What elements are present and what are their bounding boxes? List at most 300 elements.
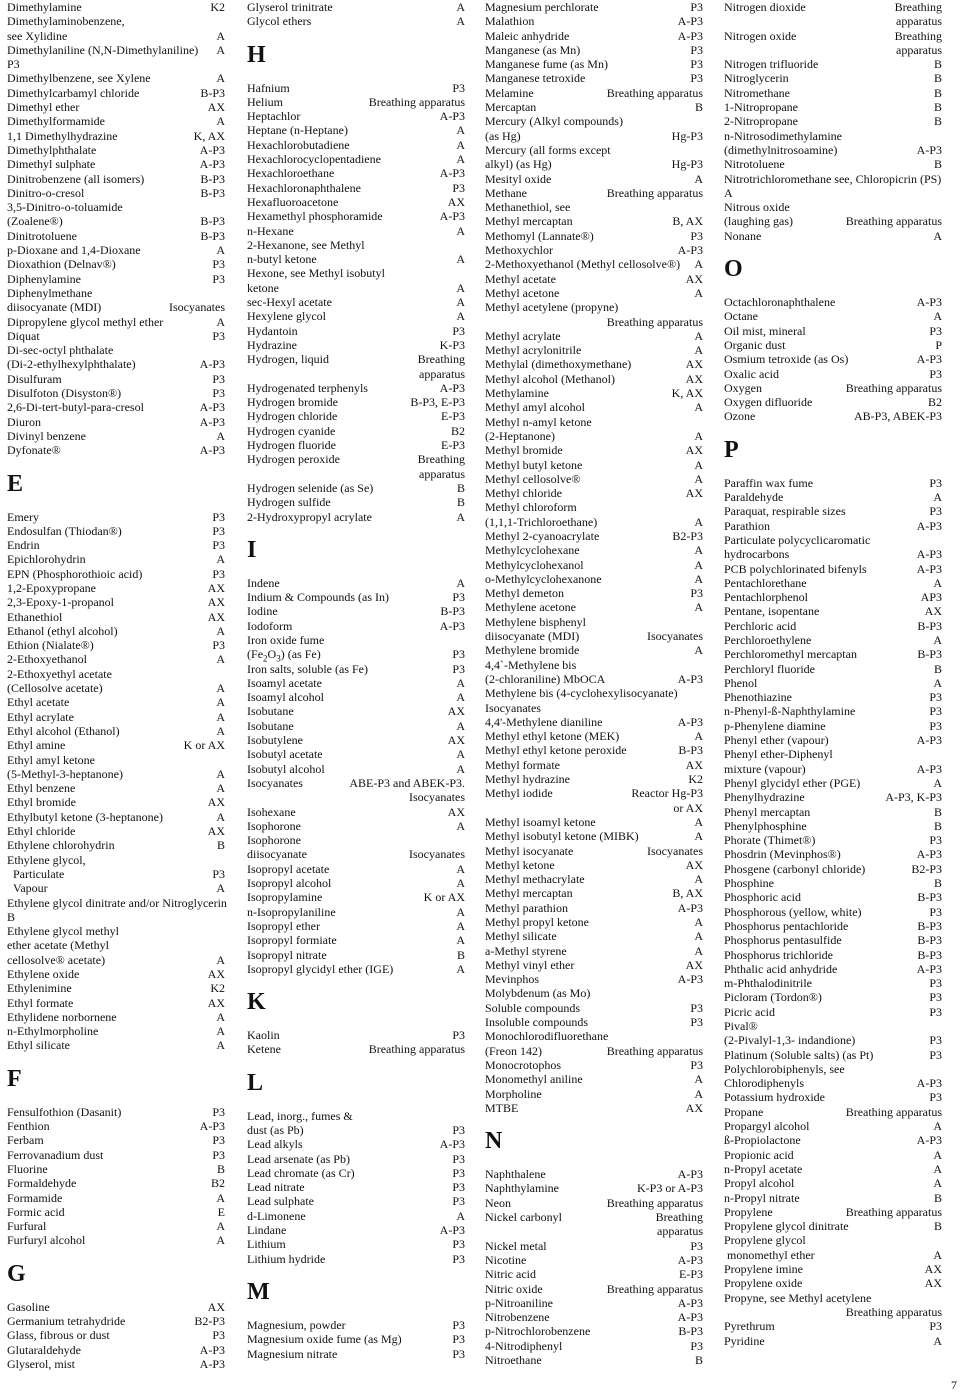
- filter-type: AX: [924, 1276, 942, 1291]
- substance-name: Insoluble compounds: [485, 1015, 588, 1030]
- substance-name: 2-Hexanone, see Methyl: [247, 237, 365, 252]
- filter-type: A: [694, 428, 703, 443]
- substance-name: Germanium tetrahydride: [7, 1314, 126, 1329]
- list-item: [247, 238, 465, 252]
- list-item: [724, 1162, 942, 1176]
- list-item: [485, 886, 703, 900]
- list-item: [7, 996, 225, 1010]
- substance-name: $(Fe_2O_3)$ (as Fe): [247, 647, 321, 664]
- list-item: [724, 352, 942, 366]
- filter-type: P3: [690, 228, 703, 243]
- substance-name: Particulate polycyclicaromatic: [724, 532, 871, 547]
- substance-name: Methyl methacrylate: [485, 872, 585, 887]
- filter-type: B-P3: [440, 604, 465, 619]
- substance-name: Hexylene glycol: [247, 309, 326, 324]
- list-item: [7, 896, 225, 910]
- list-item: [485, 1101, 703, 1115]
- list-item: [724, 805, 942, 819]
- filter-type: B-P3: [200, 171, 225, 186]
- filter-type: P3: [690, 1057, 703, 1072]
- filter-type: K2: [688, 772, 703, 787]
- substance-name: Phenyl mercaptan: [724, 804, 811, 819]
- list-item: [724, 990, 942, 1004]
- filter-type: P3: [212, 257, 225, 272]
- list-item: [7, 1343, 225, 1357]
- list-item: [7, 853, 225, 867]
- filter-type: A-P3: [916, 295, 942, 310]
- list-item: [247, 619, 465, 633]
- list-item: [724, 214, 942, 228]
- filter-type: P3: [452, 1194, 465, 1209]
- substance-name: Magnesium nitrate: [247, 1346, 338, 1361]
- substance-name: Lead nitrate: [247, 1180, 305, 1195]
- column-3: [485, 0, 703, 1367]
- list-item: [485, 100, 703, 114]
- substance-name: Helium: [247, 94, 283, 109]
- substance-name: Phenylphosphine: [724, 818, 807, 833]
- substance-name: Phorate (Thimet®): [724, 833, 816, 848]
- list-item: [7, 172, 225, 186]
- filter-type: A: [456, 861, 465, 876]
- filter-type: B: [933, 1219, 942, 1234]
- filter-type: Hg-P3: [671, 157, 703, 172]
- filter-type: A: [694, 729, 703, 744]
- substance-name: Ethylbutyl ketone (3-heptanone): [7, 809, 163, 824]
- substance-name: n-butyl ketone: [247, 252, 317, 267]
- filter-type: A: [216, 42, 225, 57]
- filter-type: B-P3: [200, 185, 225, 200]
- list-item: [724, 1176, 942, 1190]
- list-item: [247, 1109, 465, 1123]
- filter-type: A-P3: [916, 142, 942, 157]
- filter-type: AX: [207, 595, 225, 610]
- list-item: [724, 562, 942, 576]
- filter-type: B: [933, 157, 942, 172]
- filter-type: A-P3: [677, 972, 703, 987]
- list-item: [724, 1334, 942, 1348]
- list-item: [7, 343, 225, 357]
- filter-type: A: [933, 1161, 942, 1176]
- substance-name: Oxygen difluoride: [724, 395, 813, 410]
- substance-name: Propylene glycol: [724, 1233, 806, 1248]
- substance-name: Vapour: [7, 881, 48, 896]
- list-item: [485, 529, 703, 543]
- filter-type: A: [216, 809, 225, 824]
- list-item: [485, 786, 703, 800]
- filter-type: A-P3: [677, 1252, 703, 1267]
- list-item: [724, 309, 942, 323]
- filter-type: A: [456, 295, 465, 310]
- list-item: [7, 1105, 225, 1119]
- filter-type: B2-P3: [911, 861, 942, 876]
- list-item: [7, 810, 225, 824]
- filter-type: E-P3: [679, 1267, 703, 1282]
- substance-name: Hexachloronaphthalene: [247, 180, 361, 195]
- list-item: [485, 743, 703, 757]
- substance-name: Ethyl bromide: [7, 795, 76, 810]
- filter-type: P3: [212, 1147, 225, 1162]
- list-item: [7, 581, 225, 595]
- list-item: [7, 286, 225, 300]
- list-item: [247, 905, 465, 919]
- list-item: [247, 819, 465, 833]
- substance-name: Endrin: [7, 538, 40, 553]
- substance-name: Methane: [485, 185, 527, 200]
- substance-name: Lithium: [247, 1237, 286, 1252]
- filter-type: A-P3: [677, 714, 703, 729]
- list-item: [7, 638, 225, 652]
- filter-type: P3: [212, 1328, 225, 1343]
- filter-type: K2: [210, 0, 225, 14]
- filter-type: Breathing apparatus: [606, 1281, 703, 1296]
- substance-name: Isopropyl acetate: [247, 861, 330, 876]
- list-item: [724, 876, 942, 890]
- substance-name: Methyl acetate: [485, 271, 556, 286]
- list-item: [247, 690, 465, 704]
- entry-continuation: apparatus: [419, 466, 465, 481]
- filter-type: Isocyanates: [409, 847, 465, 862]
- list-item: [724, 1048, 942, 1062]
- list-item: [247, 1332, 465, 1346]
- filter-type: A-P3: [439, 1137, 465, 1152]
- substance-name: Nitrobenzene: [485, 1310, 550, 1325]
- list-item: [724, 747, 942, 761]
- substance-name: Perchloryl fluoride: [724, 661, 815, 676]
- filter-type: A-P3: [439, 380, 465, 395]
- filter-type: A: [694, 571, 703, 586]
- filter-type: AX: [924, 604, 942, 619]
- list-item: [485, 672, 703, 686]
- substance-name: Methyl iodide: [485, 786, 553, 801]
- substance-name: Methyl butyl ketone: [485, 457, 583, 472]
- filter-type: P3: [929, 1047, 942, 1062]
- substance-name: Methyl silicate: [485, 929, 557, 944]
- entry-continuation: A: [724, 185, 733, 200]
- list-item: [247, 14, 465, 28]
- substance-name: Nickel carbonyl: [485, 1210, 562, 1225]
- substance-name: Perchloromethyl mercaptan: [724, 647, 857, 662]
- filter-type: A: [456, 690, 465, 705]
- filter-type: A-P3: [677, 900, 703, 915]
- list-item: [724, 647, 942, 661]
- filter-type: A-P3: [916, 1133, 942, 1148]
- filter-type: A: [694, 257, 703, 272]
- filter-type: P3: [690, 71, 703, 86]
- list-item: [485, 572, 703, 586]
- list-item: [247, 252, 465, 266]
- section-letter: H: [247, 41, 266, 68]
- filter-type: AX: [685, 271, 703, 286]
- list-item: [247, 847, 465, 861]
- substance-name: Dinitrobenzene (all isomers): [7, 171, 145, 186]
- list-item: [7, 1133, 225, 1147]
- filter-type: AX: [447, 704, 465, 719]
- substance-name: Ethyl acetate: [7, 695, 70, 710]
- list-item: [485, 1029, 703, 1043]
- list-item: [247, 676, 465, 690]
- substance-name: 2-Methoxyethanol (Methyl cellosolve®): [485, 257, 681, 272]
- filter-type: A: [216, 1190, 225, 1205]
- substance-name: Organic dust: [724, 337, 786, 352]
- substance-name: Methyl alcohol (Methanol): [485, 371, 615, 386]
- substance-name: 2-Hydroxypropyl acrylate: [247, 509, 372, 524]
- filter-type: P3: [452, 1317, 465, 1332]
- substance-name: Hydrogen selenide (as Se): [247, 480, 374, 495]
- substance-name: Chlorodiphenyls: [724, 1076, 804, 1091]
- list-item: [7, 681, 225, 695]
- list-item: [247, 295, 465, 309]
- list-item: [7, 1010, 225, 1024]
- list-item: [724, 143, 942, 157]
- list-item: [485, 1072, 703, 1086]
- substance-name: Isopropyl ether: [247, 918, 320, 933]
- substance-name: Hexafluoroacetone: [247, 194, 339, 209]
- substance-name: Isophorone: [247, 833, 301, 848]
- filter-type: A-P3: [439, 166, 465, 181]
- substance-name: Ethyl formate: [7, 995, 74, 1010]
- list-item: [724, 1291, 942, 1305]
- list-item: [724, 381, 942, 395]
- substance-name: Methylene bis (4-cyclohexylisocyanate): [485, 686, 678, 701]
- substance-name: Methyl acetone: [485, 285, 560, 300]
- substance-name: Nitrous oxide: [724, 200, 790, 215]
- list-item: [247, 662, 465, 676]
- list-item: [724, 200, 942, 214]
- list-item: [724, 1090, 942, 1104]
- list-item: [724, 662, 942, 676]
- substance-name: Dimethyl sulphate: [7, 157, 96, 172]
- filter-type: A: [216, 552, 225, 567]
- filter-type: B-P3: [917, 947, 942, 962]
- column-4: [724, 0, 942, 1348]
- filter-type: A: [456, 904, 465, 919]
- list-item: [247, 1194, 465, 1208]
- list-item: [7, 1024, 225, 1038]
- list-item: [485, 958, 703, 972]
- filter-type: B-P3: [917, 647, 942, 662]
- list-item: [724, 1033, 942, 1047]
- substance-name: Nitrotoluene: [724, 157, 785, 172]
- substance-name: Glyserol, mist: [7, 1356, 75, 1371]
- filter-type: Breathing apparatus: [368, 94, 465, 109]
- filter-type: AX: [447, 804, 465, 819]
- substance-name: Mesityl oxide: [485, 171, 552, 186]
- filter-type: P3: [452, 1165, 465, 1180]
- list-item: [247, 704, 465, 718]
- substance-name: n-Hexane: [247, 223, 294, 238]
- substance-name: Methyl isobutyl ketone (MIBK): [485, 829, 639, 844]
- substance-name: Isopropyl alcohol: [247, 876, 332, 891]
- substance-name: Isopropyl glycidyl ether (IGE): [247, 961, 394, 976]
- substance-name: Isocyanates: [247, 775, 303, 790]
- substance-name: Picric acid: [724, 1004, 775, 1019]
- substance-name: Fensulfothion (Dasanit): [7, 1104, 122, 1119]
- filter-type: P3: [929, 504, 942, 519]
- substance-name: Molybdenum (as Mo): [485, 986, 591, 1001]
- substance-name: Dimethylaniline (N,N-Dimethylaniline): [7, 42, 199, 57]
- list-item: [7, 824, 225, 838]
- list-item: [7, 1328, 225, 1342]
- substance-name: Manganese fume (as Mn): [485, 57, 608, 72]
- list-item: [7, 71, 225, 85]
- list-item: [7, 129, 225, 143]
- filter-type: B: [933, 661, 942, 676]
- list-item: [7, 724, 225, 738]
- substance-name: Ethylene chlorohydrin: [7, 838, 115, 853]
- column-2: [247, 0, 465, 1361]
- filter-type: Breathing: [417, 352, 465, 367]
- substance-name: Nitrogen oxide: [724, 28, 797, 43]
- substance-name: Ethyl silicate: [7, 1038, 70, 1053]
- list-item: [247, 195, 465, 209]
- filter-type: Breathing apparatus: [845, 1104, 942, 1119]
- filter-type: A: [694, 600, 703, 615]
- list-item: [724, 86, 942, 100]
- list-item: [485, 300, 703, 314]
- substance-name: Ethion (Nialate®): [7, 638, 94, 653]
- substance-name: Kaolin: [247, 1028, 280, 1043]
- filter-type: AX: [685, 757, 703, 772]
- filter-type: P3: [929, 690, 942, 705]
- list-item: [724, 338, 942, 352]
- substance-name: Methyl 2-cyanoacrylate: [485, 528, 600, 543]
- filter-type: P3: [929, 475, 942, 490]
- filter-type: A: [694, 814, 703, 829]
- list-item: [7, 1314, 225, 1328]
- substance-name: (Cellosolve acetate): [7, 681, 103, 696]
- list-item: [724, 919, 942, 933]
- list-item: [485, 372, 703, 386]
- list-item: [485, 915, 703, 929]
- substance-name: Lead chromate (as Cr): [247, 1165, 355, 1180]
- substance-name: Ethyl benzene: [7, 781, 76, 796]
- list-item: [7, 186, 225, 200]
- list-item: [7, 1205, 225, 1219]
- substance-name: Epichlorohydrin: [7, 552, 86, 567]
- filter-type: A: [694, 557, 703, 572]
- list-item: [247, 1028, 465, 1042]
- list-item: [485, 0, 703, 14]
- substance-name: Naphthalene: [485, 1167, 546, 1182]
- filter-type: A: [933, 490, 942, 505]
- filter-type: A-P3: [199, 400, 225, 415]
- list-item: [485, 486, 703, 500]
- filter-type: B: [933, 876, 942, 891]
- list-item: [485, 129, 703, 143]
- filter-type: A-P3: [199, 357, 225, 372]
- substance-name: Phenylhydrazine: [724, 790, 805, 805]
- filter-type: B: [933, 114, 942, 129]
- substance-name: 2,3-Epoxy-1-propanol: [7, 595, 114, 610]
- entry-continuation: apparatus: [896, 42, 942, 57]
- list-item: [247, 95, 465, 109]
- substance-name: Perchloroethylene: [724, 632, 812, 647]
- filter-type: AX: [924, 1262, 942, 1277]
- list-item: [724, 976, 942, 990]
- filter-type: A: [456, 876, 465, 891]
- list-item: [7, 753, 225, 767]
- filter-type: P3: [452, 1151, 465, 1166]
- list-item: [485, 1196, 703, 1210]
- filter-type: A: [216, 1233, 225, 1248]
- list-item: [724, 733, 942, 747]
- substance-name: sec-Hexyl acetate: [247, 295, 332, 310]
- section-letter: N: [485, 1128, 503, 1155]
- substance-name: cellosolve® acetate): [7, 952, 106, 967]
- filter-type: A: [216, 243, 225, 258]
- list-item: [724, 704, 942, 718]
- filter-type: AX: [207, 967, 225, 981]
- list-item: [247, 424, 465, 438]
- list-item: [724, 890, 942, 904]
- list-item: [485, 214, 703, 228]
- filter-type: A: [933, 1147, 942, 1162]
- substance-name: Hydantoin: [247, 323, 298, 338]
- substance-name: 4,4`-Methylene bis: [485, 657, 577, 672]
- substance-name: Methyl mercaptan: [485, 886, 573, 901]
- filter-type: A: [456, 933, 465, 948]
- list-item: [485, 1353, 703, 1367]
- substance-name: Lead alkyls: [247, 1137, 303, 1152]
- filter-type: B: [694, 100, 703, 115]
- filter-type: E-P3: [441, 438, 465, 453]
- filter-type: A: [456, 747, 465, 762]
- filter-type: P3: [929, 1090, 942, 1105]
- substance-name: Osmium tetroxide (as Os): [724, 352, 849, 367]
- entry-continuation: Isocyanates: [485, 700, 541, 715]
- filter-type: P3: [452, 1346, 465, 1361]
- substance-name: Indium & Compounds (as In): [247, 590, 389, 605]
- list-item: [485, 844, 703, 858]
- list-item: [485, 629, 703, 643]
- filter-type: A: [933, 228, 942, 243]
- filter-type: A-P3: [916, 352, 942, 367]
- list-item: [247, 1252, 465, 1266]
- substance-name: Fenthion: [7, 1119, 50, 1134]
- filter-type: A: [933, 575, 942, 590]
- list-item: [724, 57, 942, 71]
- filter-type: P3: [929, 904, 942, 919]
- substance-name: 2-Ethoxyethyl acetate: [7, 666, 112, 681]
- filter-type: P3: [690, 57, 703, 72]
- filter-type: A: [456, 280, 465, 295]
- filter-type: Isocyanates: [647, 629, 703, 644]
- filter-type: A: [694, 328, 703, 343]
- substance-name: Parathion: [724, 518, 770, 533]
- substance-name: (1,1,1-Trichloroethane): [485, 514, 598, 529]
- filter-type: Breathing apparatus: [606, 85, 703, 100]
- substance-name: Ethylene glycol,: [7, 852, 86, 867]
- substance-name: Lindane: [247, 1223, 287, 1238]
- substance-name: Nitric acid: [485, 1267, 536, 1282]
- filter-type: AX: [685, 371, 703, 386]
- substance-name: Hexamethyl phosphoramide: [247, 209, 383, 224]
- filter-type: P3: [452, 1251, 465, 1266]
- list-item: [247, 81, 465, 95]
- filter-type: B: [933, 100, 942, 115]
- filter-type: B: [933, 57, 942, 72]
- list-item: [485, 515, 703, 529]
- list-item: [7, 795, 225, 809]
- substance-name: Propane: [724, 1104, 764, 1119]
- substance-name: Methyl ethyl ketone (MEK): [485, 729, 620, 744]
- substance-name: Maleic anhydride: [485, 28, 570, 43]
- list-item: [724, 1276, 942, 1290]
- list-item: [485, 86, 703, 100]
- filter-type: AX: [207, 100, 225, 115]
- list-item: [724, 1076, 942, 1090]
- filter-type: A-P3: [677, 671, 703, 686]
